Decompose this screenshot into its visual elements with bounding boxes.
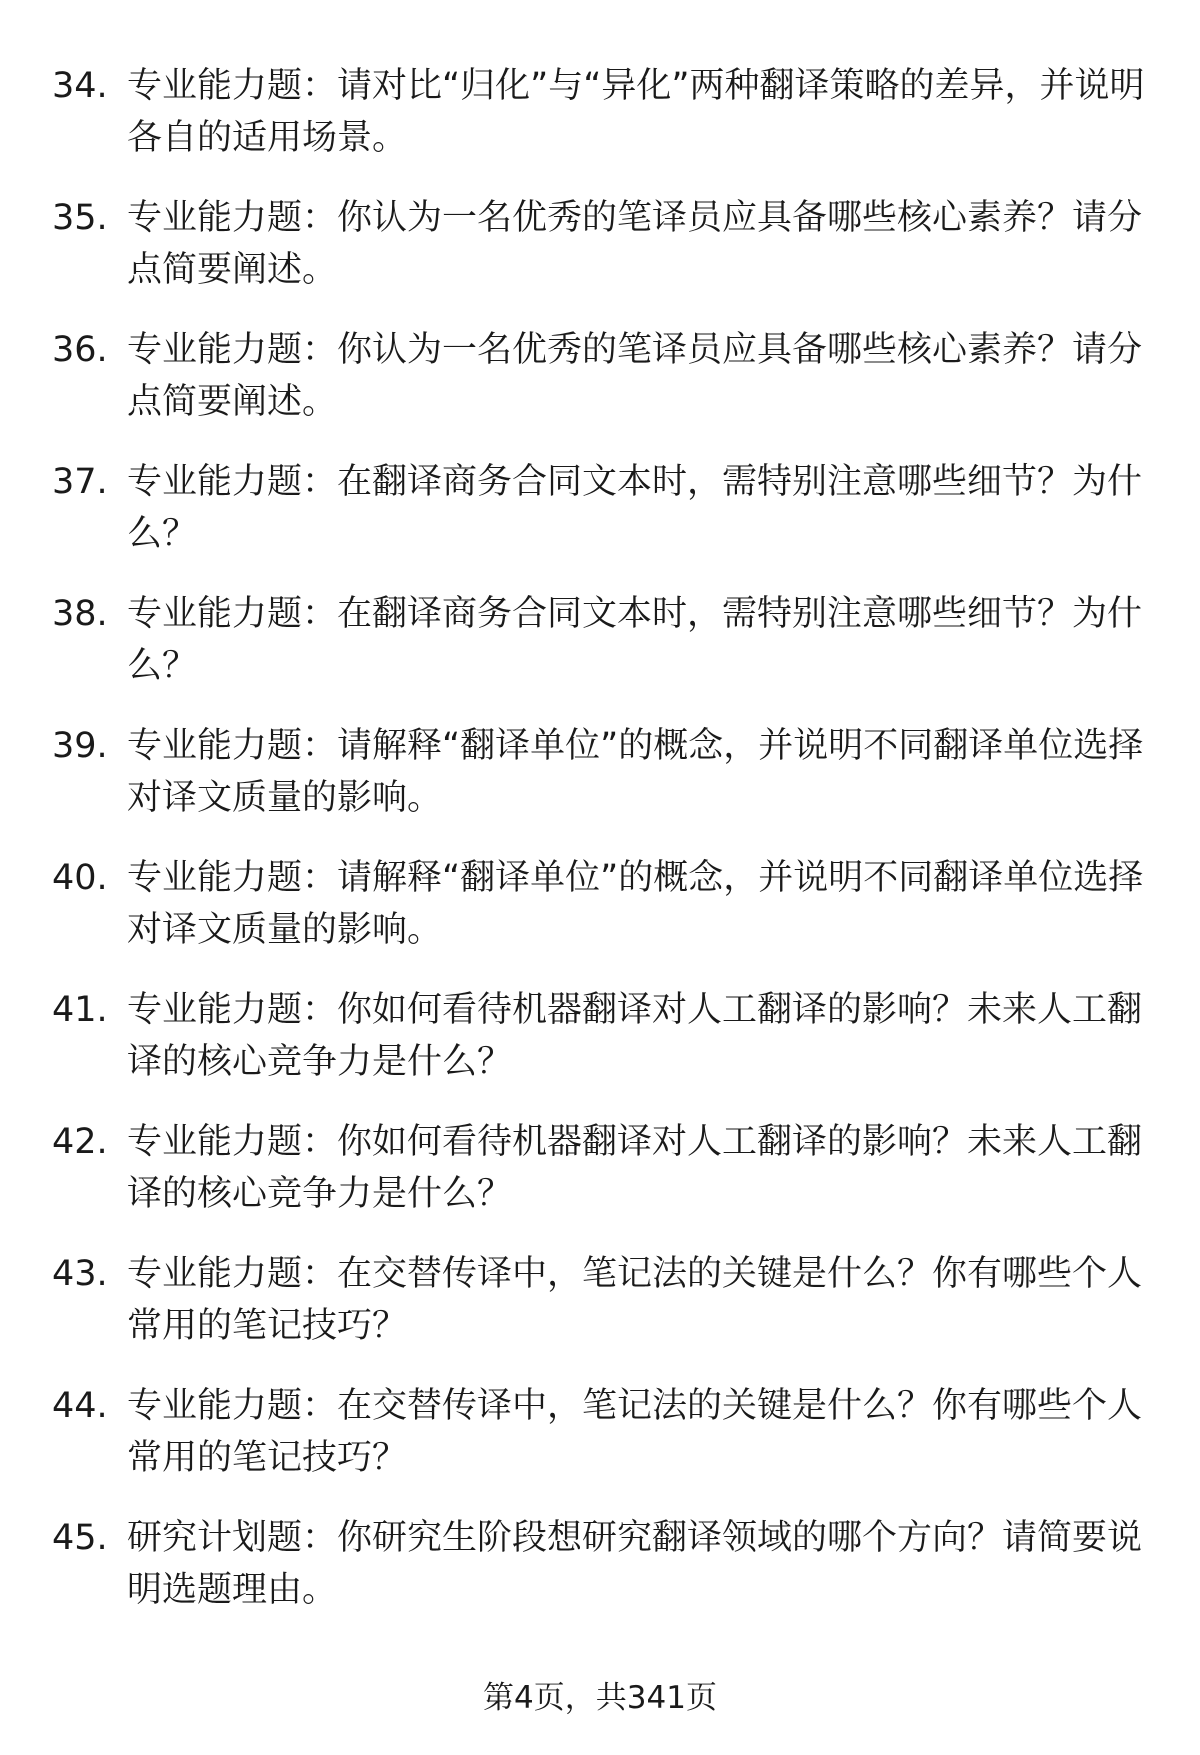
question-text: 专业能力题：在交替传译中，笔记法的关键是什么？你有哪些个人常用的笔记技巧？ [127, 1254, 1143, 1346]
question-number: 39. [52, 726, 108, 766]
question-number: 34. [52, 66, 108, 106]
question-number: 42. [52, 1122, 108, 1162]
question-number: 45. [52, 1518, 108, 1558]
question-text: 专业能力题：你如何看待机器翻译对人工翻译的影响？未来人工翻译的核心竞争力是什么？ [127, 1122, 1143, 1214]
question-number: 41. [52, 990, 108, 1030]
question-text: 专业能力题：在翻译商务合同文本时，需特别注意哪些细节？为什么？ [127, 462, 1143, 554]
question-text: 专业能力题：你认为一名优秀的笔译员应具备哪些核心素养？请分点简要阐述。 [127, 330, 1143, 422]
question-text: 研究计划题：你研究生阶段想研究翻译领域的哪个方向？请简要说明选题理由。 [127, 1518, 1143, 1610]
question-number: 36. [52, 330, 108, 370]
question-text: 专业能力题：在翻译商务合同文本时，需特别注意哪些细节？为什么？ [127, 594, 1143, 686]
question-number: 35. [52, 198, 108, 238]
page-footer: 第4页，共341页 [483, 1680, 717, 1716]
question-item [0, 720, 1200, 852]
question-number: 44. [52, 1386, 108, 1426]
question-number: 40. [52, 858, 108, 898]
question-item [0, 984, 1200, 1116]
question-text: 专业能力题：你认为一名优秀的笔译员应具备哪些核心素养？请分点简要阐述。 [127, 198, 1143, 290]
question-item [0, 1512, 1200, 1644]
question-item [0, 456, 1200, 588]
question-number: 43. [52, 1254, 108, 1294]
question-item [0, 1380, 1200, 1512]
question-text: 专业能力题：请解释“翻译单位”的概念，并说明不同翻译单位选择对译文质量的影响。 [127, 858, 1144, 950]
question-number: 38. [52, 594, 108, 634]
question-item [0, 1116, 1200, 1248]
question-item [0, 324, 1200, 456]
question-item [0, 852, 1200, 984]
question-number: 37. [52, 462, 108, 502]
question-item [0, 60, 1200, 192]
question-list [0, 60, 1200, 1644]
question-text: 专业能力题：在交替传译中，笔记法的关键是什么？你有哪些个人常用的笔记技巧？ [127, 1386, 1143, 1478]
question-item [0, 1248, 1200, 1380]
question-text: 专业能力题：请解释“翻译单位”的概念，并说明不同翻译单位选择对译文质量的影响。 [127, 726, 1144, 818]
question-item [0, 588, 1200, 720]
question-item [0, 192, 1200, 324]
question-text: 专业能力题：你如何看待机器翻译对人工翻译的影响？未来人工翻译的核心竞争力是什么？ [127, 990, 1143, 1082]
question-text: 专业能力题：请对比“归化”与“异化”两种翻译策略的差异，并说明各自的适用场景。 [127, 66, 1145, 158]
